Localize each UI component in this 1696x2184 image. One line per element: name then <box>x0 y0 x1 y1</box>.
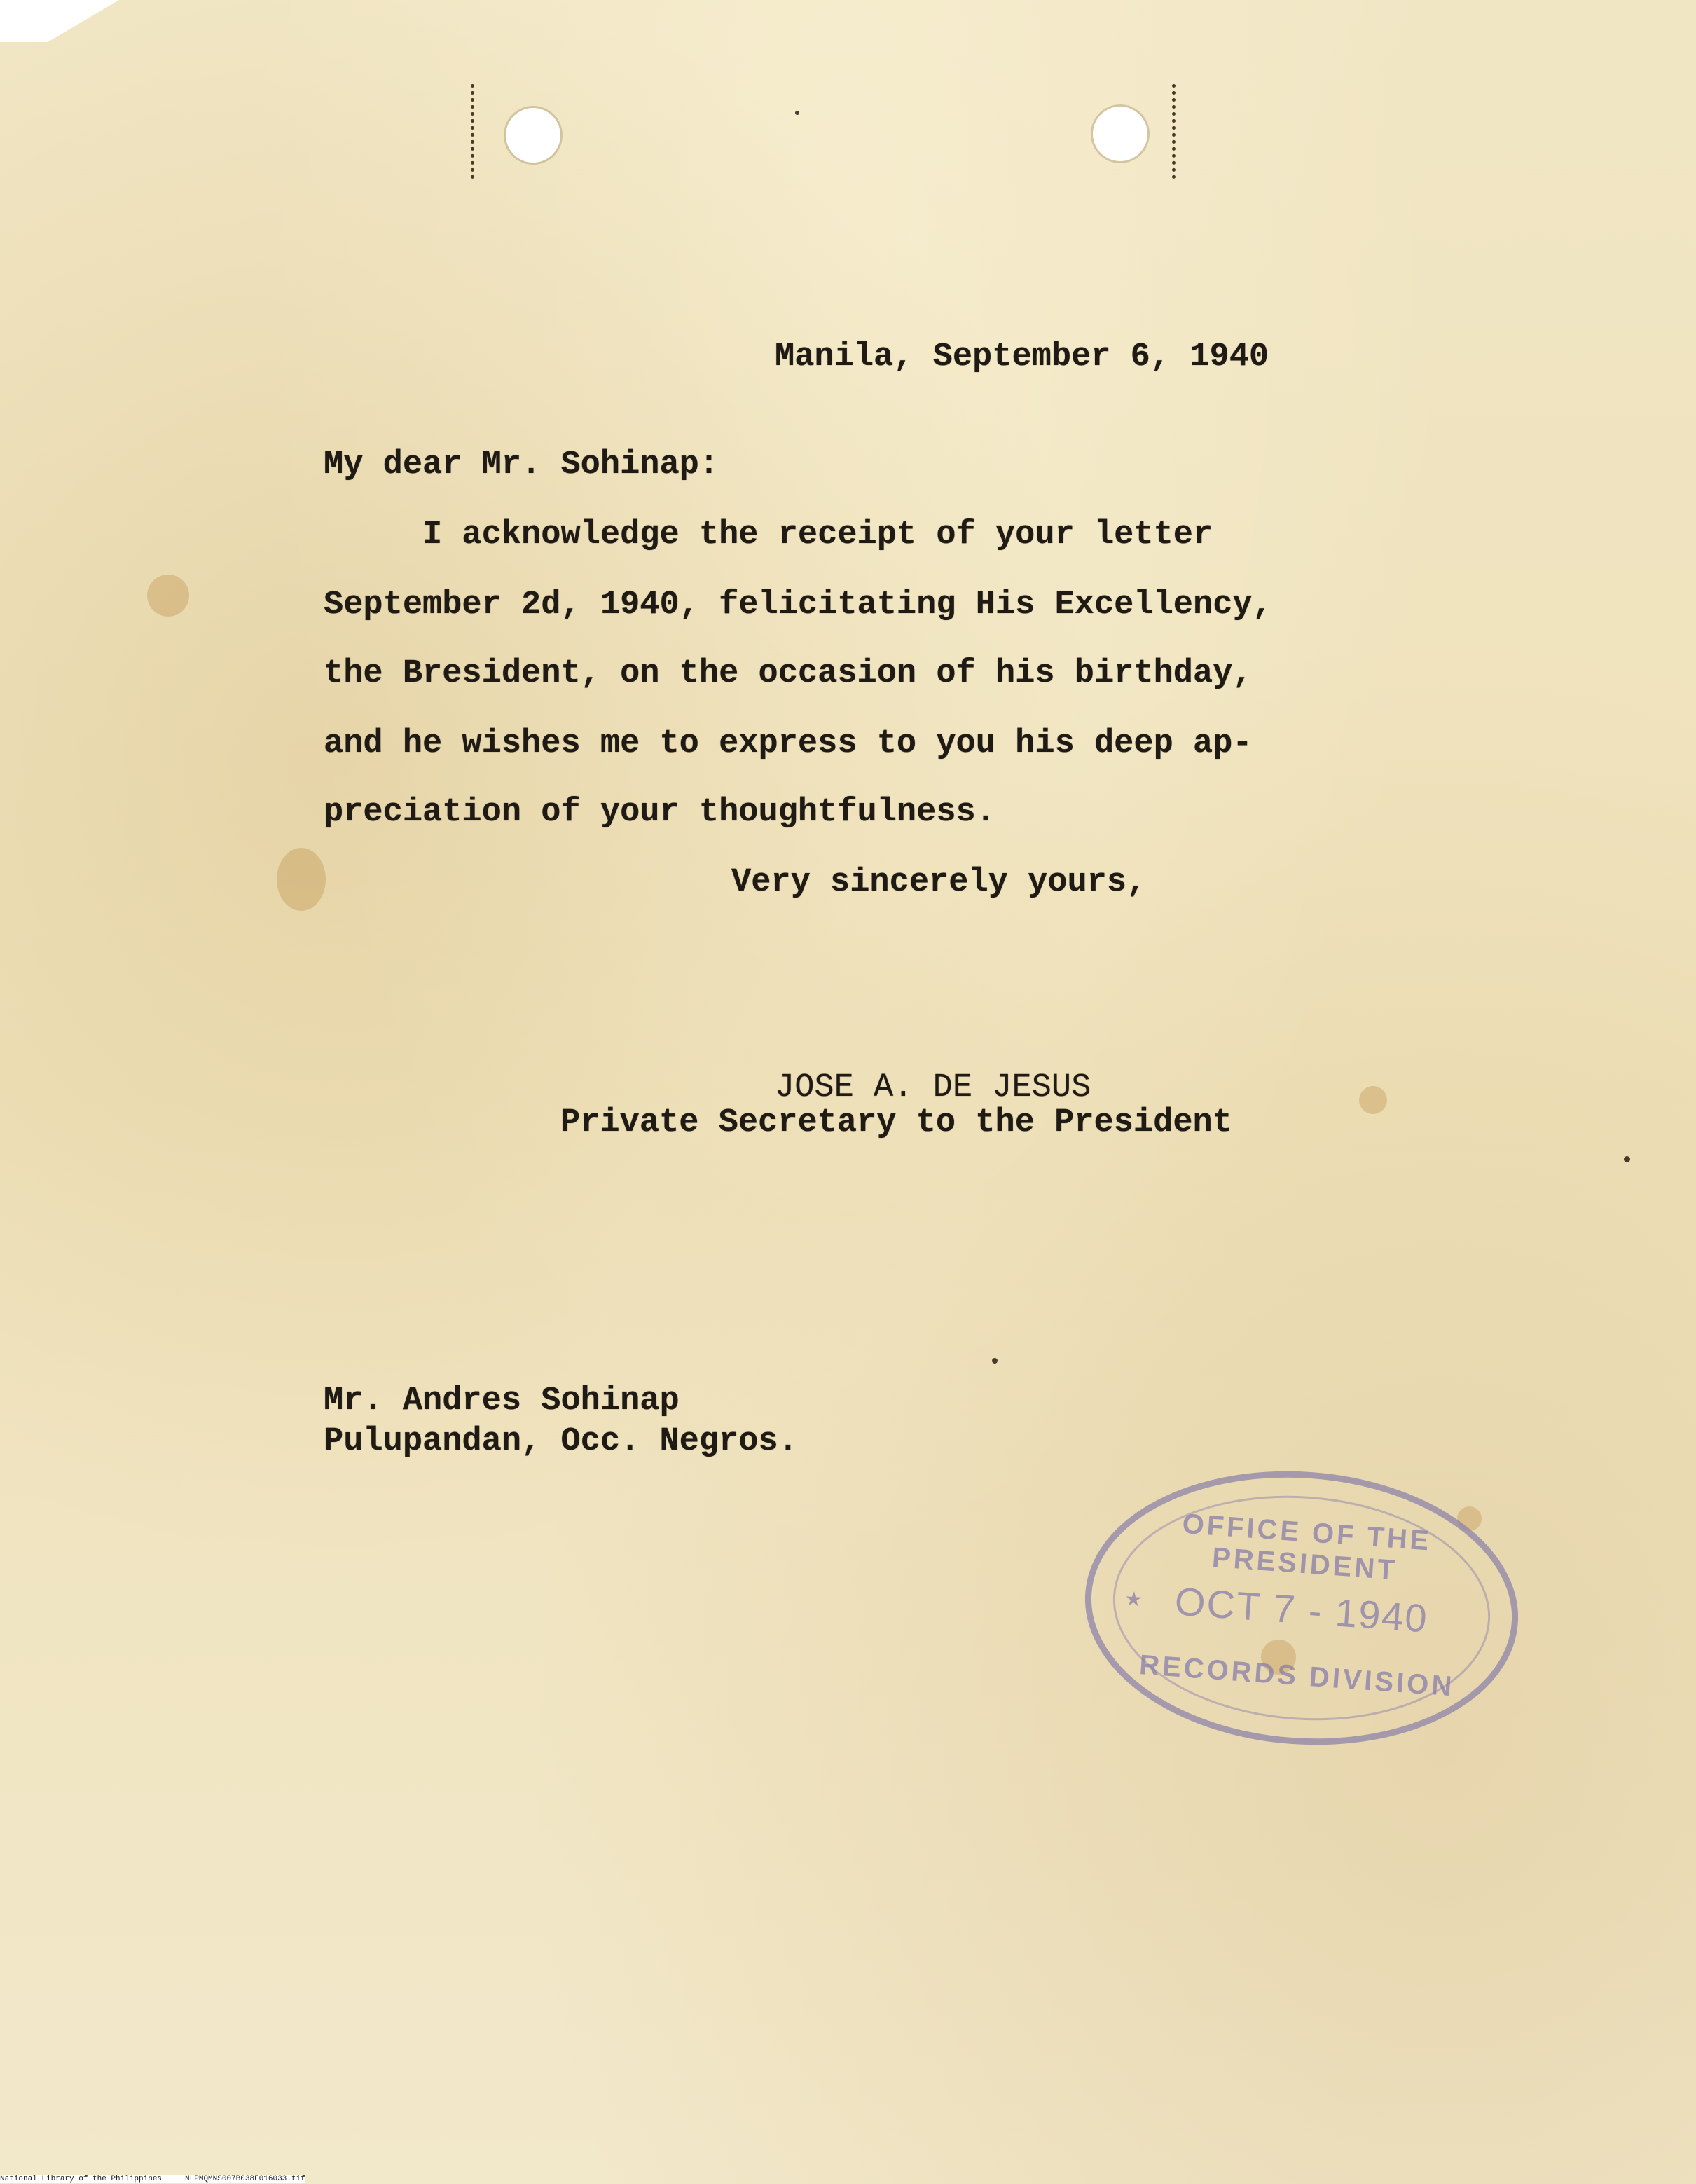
signer-name: JOSE A. DE JESUS <box>775 1069 1091 1106</box>
body-line: the Bresident, on the occasion of his birthday, <box>324 655 1253 692</box>
archive-footer: National Library of the Philippines NLPMQMNS007B038F016033.tif <box>0 2175 305 2183</box>
stamp-date: OCT 7 - 1940 <box>1173 1579 1430 1641</box>
foxing-spot <box>1359 1086 1387 1114</box>
signer-title: Private Secretary to the President <box>560 1104 1232 1141</box>
salutation: My dear Mr. Sohinap: <box>324 446 719 483</box>
star-icon: ★ <box>1124 1583 1143 1616</box>
foxing-spot <box>277 848 326 911</box>
torn-corner <box>0 0 119 42</box>
ink-speck <box>992 1358 998 1364</box>
body-line: I acknowledge the receipt of your letter <box>324 516 1213 554</box>
ink-speck <box>795 111 799 115</box>
punch-hole-frame <box>471 84 1176 179</box>
body-line: and he wishes me to express to you his deep ap- <box>324 725 1253 762</box>
foxing-spot <box>147 575 189 617</box>
stamp-bottom-text: RECORDS DIVISION <box>1138 1649 1456 1703</box>
body-line: September 2d, 1940, felicitating His Excellency, <box>324 586 1272 624</box>
received-stamp <box>1075 1453 1528 1763</box>
punch-hole-right <box>1093 107 1147 161</box>
letter-date: Manila, September 6, 1940 <box>775 338 1269 376</box>
ink-speck <box>1624 1156 1630 1162</box>
body-line: preciation of your thoughtfulness. <box>324 794 995 831</box>
closing: Very sincerely yours, <box>731 864 1147 901</box>
stamp-top-text: OFFICE OF THE PRESIDENT <box>1181 1508 1433 1586</box>
addressee-name: Mr. Andres Sohinap <box>324 1382 680 1420</box>
addressee-place: Pulupandan, Occ. Negros. <box>324 1423 798 1460</box>
punch-hole-left <box>506 108 560 163</box>
